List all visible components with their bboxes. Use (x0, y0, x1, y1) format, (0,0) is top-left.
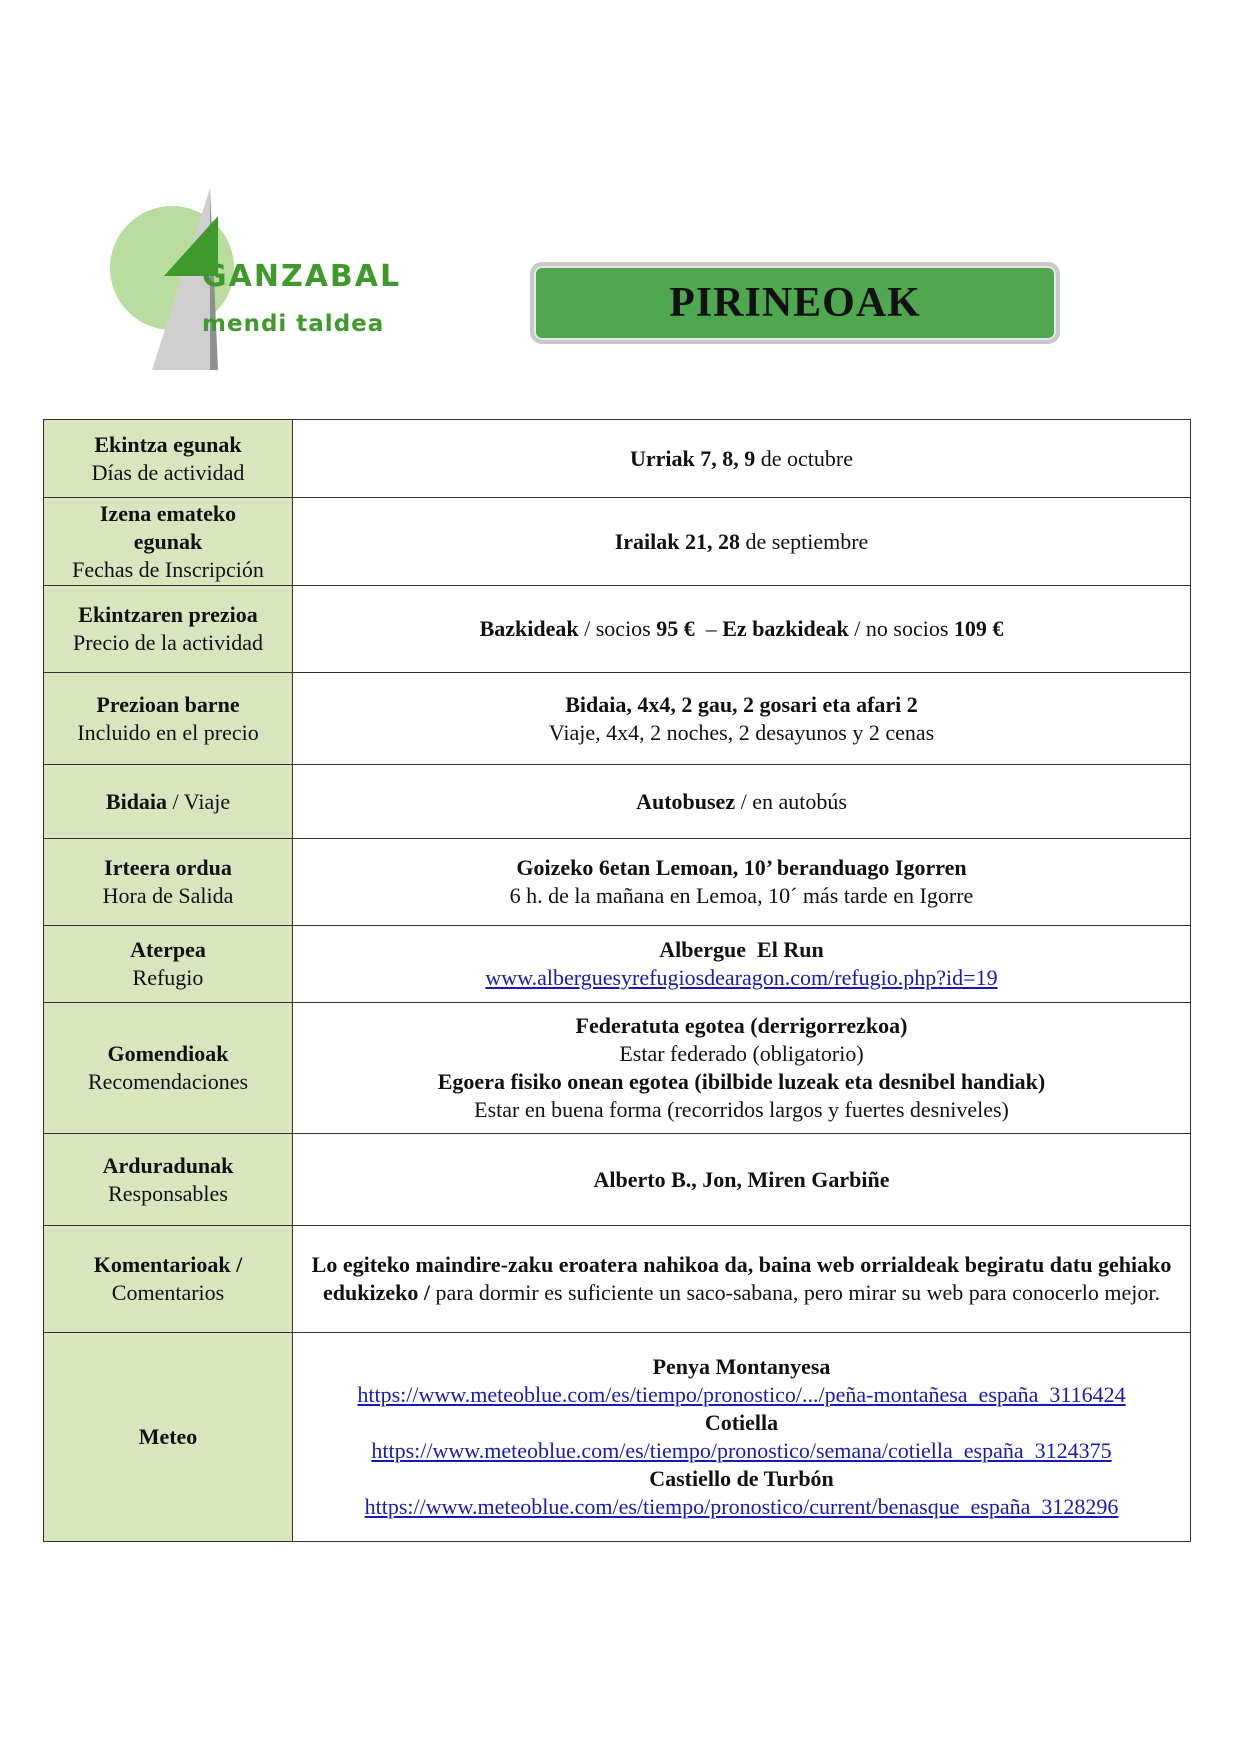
row-included (44, 673, 1191, 765)
price-members-es: / socios (578, 616, 657, 641)
row-activity-days (44, 420, 1191, 498)
title-banner (530, 262, 1060, 344)
label-eu: Meteo (138, 1424, 198, 1449)
value-cell (293, 498, 1191, 586)
value-cell (293, 673, 1191, 765)
logo-name: GANZABAL (202, 259, 402, 294)
label-es: Recomendaciones (87, 1069, 249, 1094)
comments-es: para dormir es suficiente un saco-sabana, pero mirar su web para conocerlo mejor. (429, 1280, 1160, 1305)
row-responsible (44, 1134, 1191, 1226)
label-eu: Irteera ordua (104, 855, 232, 880)
price-nonmembers-amount: 109 € (953, 616, 1004, 641)
recommendation-1-es: Estar federado (obligatorio) (619, 1041, 864, 1066)
departure-eu: Goizeko 6etan Lemoan, 10’ beranduago Igorren (516, 855, 967, 880)
label-eu: Ekintza egunak (94, 431, 242, 457)
value-cell (293, 586, 1191, 673)
row-recommendations (44, 1003, 1191, 1134)
label-cell (44, 1134, 293, 1226)
value-cell (293, 1226, 1191, 1333)
label-es: Precio de la actividad (73, 630, 263, 655)
included-es: Viaje, 4x4, 2 noches, 2 desayunos y 2 cenas (548, 719, 935, 745)
label-es: Fechas de Inscripción (72, 556, 264, 582)
label-es: / Viaje (167, 788, 231, 814)
label-eu: Izena emateko egunak (99, 500, 237, 554)
price-members-amount: 95 € (656, 616, 695, 641)
weather-link-1[interactable]: https://www.meteoblue.com/es/tiempo/pronostico/.../peña-montañesa_españa_3116424 (357, 1382, 1126, 1407)
label-eu: Gomendioak (107, 1041, 229, 1066)
label-cell (44, 673, 293, 765)
registration-bold: Irailak 21, 28 (614, 528, 740, 554)
row-weather (44, 1333, 1191, 1542)
row-registration-dates (44, 498, 1191, 586)
label-cell (44, 1003, 293, 1134)
travel-bold: Autobusez (636, 788, 736, 814)
weather-link-3[interactable]: https://www.meteoblue.com/es/tiempo/pronostico/current/benasque_españa_3128296 (364, 1494, 1119, 1519)
included-eu: Bidaia, 4x4, 2 gau, 2 gosari eta afari 2 (565, 691, 918, 717)
weather-place-2: Cotiella (704, 1410, 779, 1435)
label-es: Comentarios (111, 1280, 225, 1305)
row-comments (44, 1226, 1191, 1333)
label-cell (44, 765, 293, 839)
recommendation-2-es: Estar en buena forma (recorridos largos y fuertes desniveles) (474, 1097, 1009, 1122)
weather-place-1: Penya Montanyesa (652, 1354, 831, 1379)
price-nonmembers-label: Ez bazkideak (722, 616, 849, 641)
comments-eu: Lo egiteko maindire-zaku eroatera nahikoa da, baina web orrialdeak begiratu datu gehiako edukizeko / (311, 1252, 1172, 1305)
label-es: Incluido en el precio (77, 719, 259, 745)
row-refuge (44, 926, 1191, 1003)
value-cell (293, 1333, 1191, 1542)
label-eu: Aterpea (130, 937, 206, 962)
page-title: PIRINEOAK (669, 280, 921, 326)
activity-info-table (43, 419, 1191, 1542)
value-cell (293, 420, 1191, 498)
label-eu: Bidaia (105, 788, 168, 814)
refuge-link[interactable]: www.alberguesyrefugiosdearagon.com/refugio.php?id=19 (485, 965, 998, 990)
label-eu: Arduradunak (102, 1152, 234, 1178)
price-nonmembers-es: / no socios (848, 616, 954, 641)
recommendation-2-eu: Egoera fisiko onean egotea (ibilbide luzeak eta desnibel handiak) (437, 1069, 1046, 1094)
price-separator: – (694, 616, 723, 641)
weather-place-3: Castiello de Turbón (649, 1466, 834, 1491)
label-cell (44, 839, 293, 926)
label-cell (44, 926, 293, 1003)
label-cell (44, 1226, 293, 1333)
label-cell (44, 498, 293, 586)
label-es: Hora de Salida (102, 883, 234, 908)
row-departure-time (44, 839, 1191, 926)
travel-plain: / en autobús (735, 788, 847, 814)
label-cell (44, 420, 293, 498)
departure-es: 6 h. de la mañana en Lemoa, 10´ más tarde en Igorre (509, 883, 974, 908)
row-price (44, 586, 1191, 673)
dates-bold: Urriak 7, 8, 9 (630, 445, 756, 471)
label-eu: Prezioan barne (96, 691, 240, 717)
label-eu: Ekintzaren prezioa (78, 602, 258, 627)
recommendation-1-eu: Federatuta egotea (derrigorrezkoa) (575, 1013, 908, 1038)
label-eu: Komentarioak / (93, 1252, 243, 1277)
registration-plain: de septiembre (740, 528, 869, 554)
value-cell (293, 1003, 1191, 1134)
weather-link-2[interactable]: https://www.meteoblue.com/es/tiempo/pronostico/semana/cotiella_españa_3124375 (371, 1438, 1112, 1463)
label-es: Responsables (108, 1180, 228, 1206)
label-cell (44, 586, 293, 673)
label-es: Días de actividad (91, 459, 245, 485)
value-cell (293, 926, 1191, 1003)
label-cell (44, 1333, 293, 1542)
row-travel (44, 765, 1191, 839)
value-cell (293, 839, 1191, 926)
logo-subtitle: mendi taldea (202, 311, 385, 337)
price-members-label: Bazkideak (479, 616, 579, 641)
value-cell (293, 765, 1191, 839)
responsible-names: Alberto B., Jon, Miren Garbiñe (293, 1134, 1191, 1226)
refuge-name: Albergue El Run (659, 937, 824, 962)
dates-plain: de octubre (755, 445, 853, 471)
label-es: Refugio (132, 965, 204, 990)
